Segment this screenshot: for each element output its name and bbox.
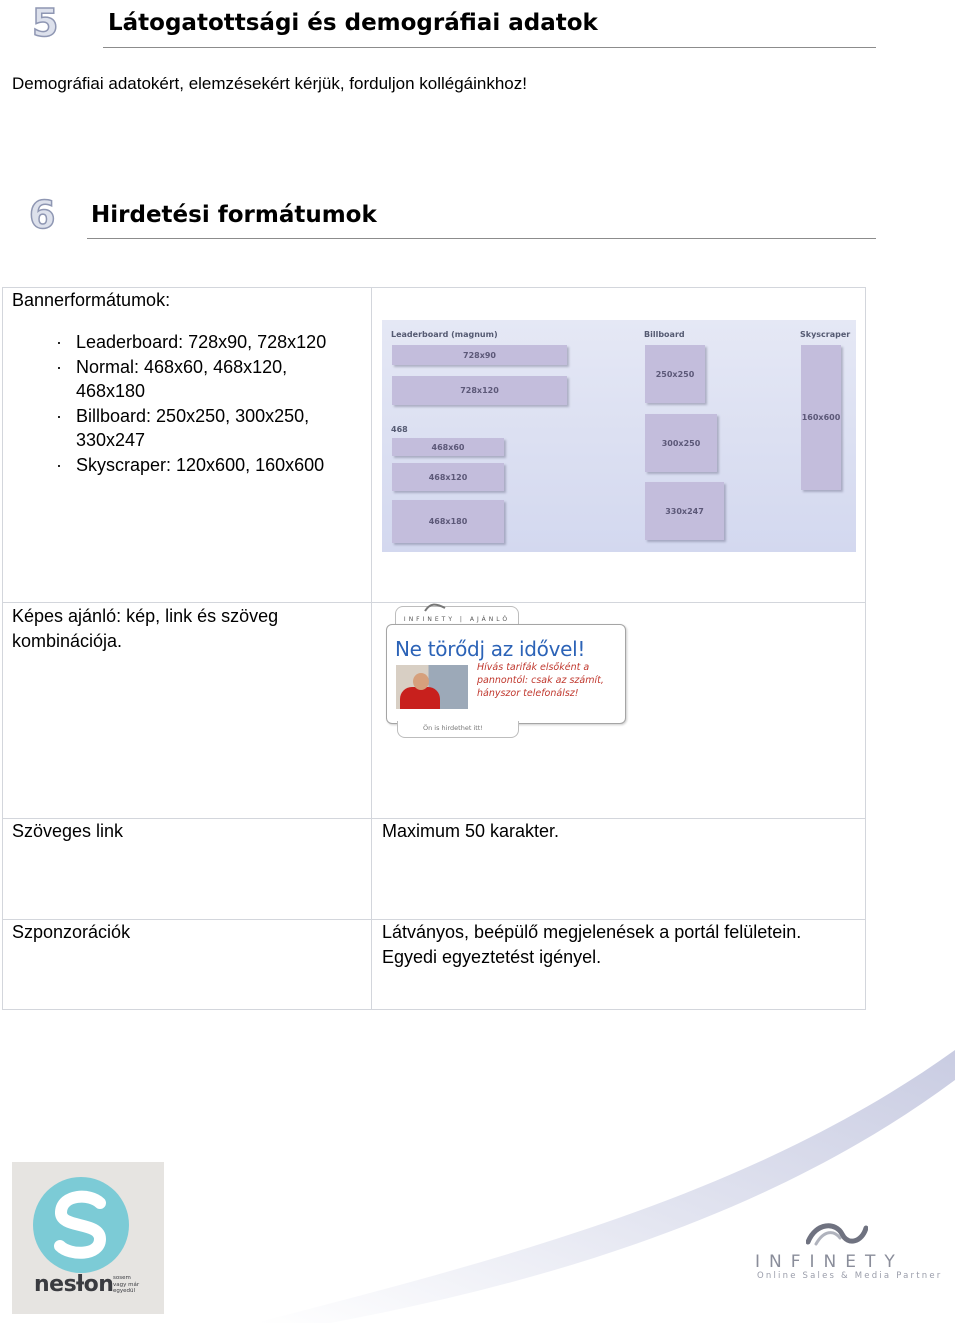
neston-tagline-line: vagy már xyxy=(113,1281,140,1288)
image-ad-label: Képes ajánló: kép, link és szöveg kombinációja. xyxy=(12,606,279,651)
image-ad-footer xyxy=(397,721,519,738)
image-ad-headline: Ne törődj az idővel! xyxy=(395,637,586,661)
image-ad-body xyxy=(477,661,604,700)
image-ad-preview xyxy=(386,624,626,724)
banner-box-330x247: 330x247 xyxy=(645,482,724,540)
neston-tagline-line: egyedül xyxy=(113,1288,136,1294)
banner-box-160x600: 160x600 xyxy=(801,345,841,490)
group-label-billboard: Billboard xyxy=(644,330,685,339)
banner-box-728x90: 728x90 xyxy=(392,345,567,365)
banner-box-468x180: 468x180 xyxy=(392,500,504,543)
list-item: · Leaderboard: 728x90, 728x120 xyxy=(12,330,336,355)
banner-box-468x60: 468x60 xyxy=(392,438,504,456)
person-shape xyxy=(400,687,440,709)
section-5-intro: Demográfiai adatokért, elemzésekért kérjük, forduljon kollégáinkhoz! xyxy=(12,74,527,93)
section-5-number: 5 xyxy=(32,1,59,45)
banner-box-468x120: 468x120 xyxy=(392,463,504,491)
section-6-number: 6 xyxy=(29,193,56,237)
neston-wordmark: nesƚon xyxy=(34,1272,114,1297)
infinety-wordmark: INFINETY xyxy=(755,1252,904,1272)
list-item: · Billboard: 250x250, 300x250, 330x247 xyxy=(12,404,336,453)
infinety-mark-icon xyxy=(424,603,446,613)
sponsorship-value-line: Látványos, beépülő megjelenések a portál felületein. xyxy=(382,922,802,942)
banner-box-250x250: 250x250 xyxy=(645,345,705,403)
banner-box-300x250: 300x250 xyxy=(645,414,717,472)
banner-formats-list xyxy=(12,330,336,477)
text-link-label: Szöveges link xyxy=(12,821,124,841)
sponsorship-value xyxy=(382,920,801,969)
banner-size-diagram xyxy=(382,320,856,552)
image-ad-tab-text: INFINETY | AJÁNLÓ xyxy=(403,616,511,623)
group-label-leaderboard: Leaderboard (magnum) xyxy=(391,330,498,339)
neston-logo xyxy=(12,1162,164,1314)
sponsorship-label: Szponzorációk xyxy=(12,922,131,942)
list-item: · Normal: 468x60, 468x120, 468x180 xyxy=(12,355,336,404)
list-item: · Skyscraper: 120x600, 160x600 xyxy=(12,453,336,478)
infinety-logo-icon xyxy=(806,1220,868,1248)
infinety-tagline: Online Sales & Media Partner xyxy=(757,1271,943,1281)
image-ad-photo xyxy=(396,665,468,709)
section-5-title: Látogatottsági és demográfiai adatok xyxy=(108,10,598,36)
text-link-value: Maximum 50 karakter. xyxy=(382,821,560,841)
group-label-skyscraper: Skyscraper xyxy=(800,330,851,339)
neston-symbol-icon xyxy=(32,1176,130,1274)
section-6-title: Hirdetési formátumok xyxy=(91,202,377,228)
neston-tagline xyxy=(113,1275,153,1295)
image-ad-body-line: hányszor telefonálsz! xyxy=(477,688,579,699)
banner-box-728x120: 728x120 xyxy=(392,376,567,405)
neston-tagline-line: sosem xyxy=(113,1275,131,1281)
section-6-rule xyxy=(87,238,876,239)
group-label-468: 468 xyxy=(391,425,408,434)
image-ad-body-line: Hívás tarifák elsőként a xyxy=(477,662,590,673)
section-5-rule xyxy=(103,47,876,48)
image-ad-body-line: pannontól: csak az számít, xyxy=(477,675,604,686)
banner-formats-label: Bannerformátumok: xyxy=(12,290,171,310)
image-ad-footer-text: Ön is hirdethet itt! xyxy=(423,724,483,732)
sponsorship-value-line: Egyedi egyeztetést igényel. xyxy=(382,946,602,967)
face-shape xyxy=(413,673,429,690)
